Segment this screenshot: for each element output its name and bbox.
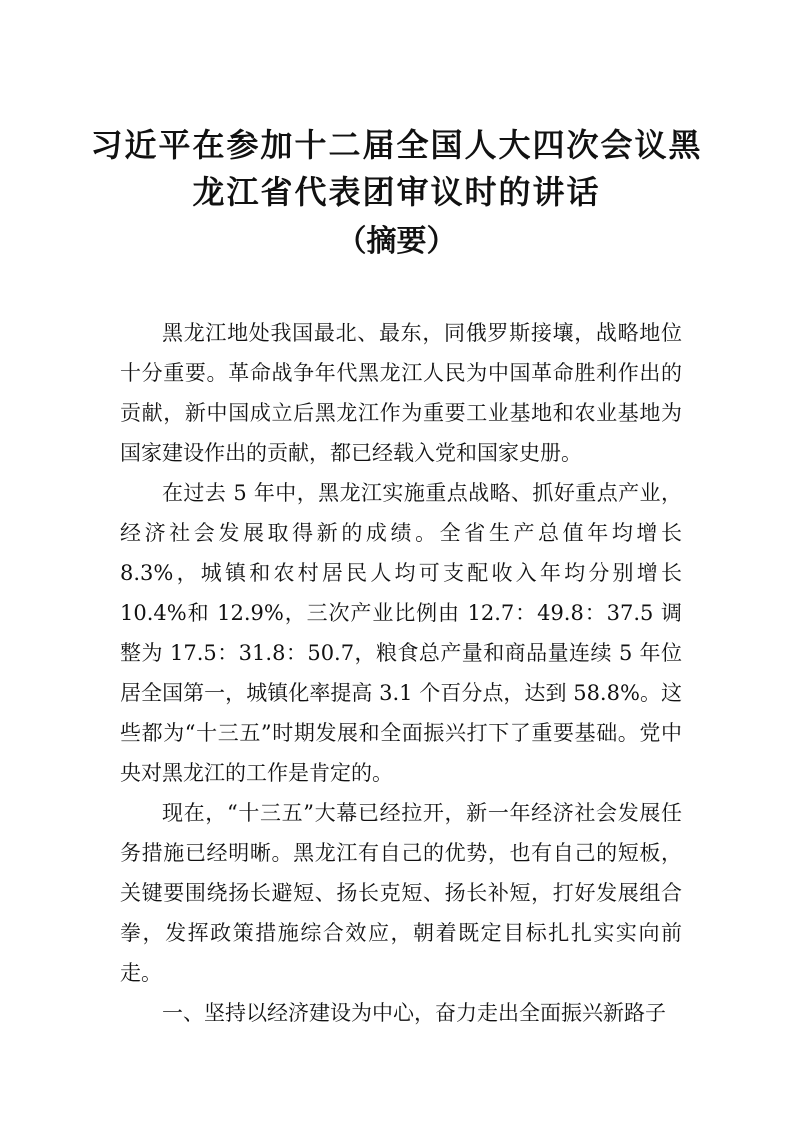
paragraph: 现在，“十三五”大幕已经拉开，新一年经济社会发展任务措施已经明晰。黑龙江有自己的优势，也有自己的短板，关键要围绕扬长避短、扬长克短、扬长补短，打好发展组合拳，发挥政策措施综合效应，朝着既定目标扎扎实实向前走。	[120, 801, 682, 985]
paragraph: 黑龙江地处我国最北、最东，同俄罗斯接壤，战略地位十分重要。革命战争年代黑龙江人民为中国革命胜利作出的贡献，新中国成立后黑龙江作为重要工业基地和农业基地为国家建设作出的贡献，都已经载入党和国家史册。	[120, 321, 682, 465]
paragraph: 在过去 5 年中，黑龙江实施重点战略、抓好重点产业，经济社会发展取得新的成绩。全省生产总值年均增长 8.3%，城镇和农村居民人均可支配收入年均分别增长 10.4%和 12.9%，三次产业比例由 12.7：49.8：37.5 调整为 17.5：31.8：50.7，粮食总产量和商品量连续 5 年位居全国第一，城镇化率提高 3.1 个百分点，达到 58.8%。这些都为“十三五”时期发展和全面振兴打下了重要基础。党中央对黑龙江的工作是肯定的。	[120, 481, 682, 785]
subtitle: （摘要）	[336, 224, 457, 259]
title-line-1: 习近平在参加十二届全国人大四次会议黑	[90, 126, 703, 164]
body-text	[120, 313, 682, 1033]
section-heading: 一、坚持以经济建设为中心，奋力走出全面振兴新路子	[162, 1001, 666, 1025]
title-line-2: 龙江省代表团审议时的讲话	[192, 173, 601, 211]
